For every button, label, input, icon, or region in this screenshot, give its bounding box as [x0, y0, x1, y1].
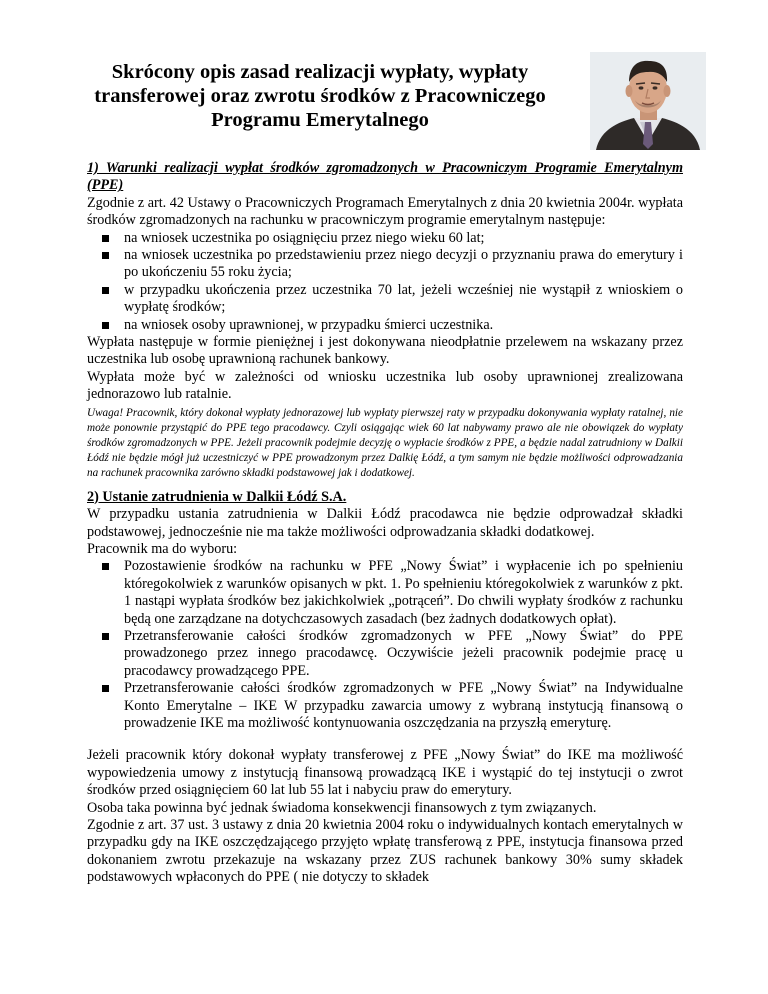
- portrait-image: [590, 52, 706, 150]
- list-item: Przetransferowanie całości środków zgromadzonych w PFE „Nowy Świat” na Indywidualne Konto Emerytalne – IKE W przypadku zawarcia umowy z wybraną instytucją finansową o prowadzenie IKE ma możliwość kontynuowania oszczędzania na przyszłą emeryturę.: [124, 680, 683, 731]
- list-item: w przypadku ukończenia przez uczestnika 70 lat, jeżeli wcześniej nie wystąpił z wnioskiem o wypłatę środków;: [124, 281, 683, 316]
- list-item: na wniosek osoby uprawnionej, w przypadku śmierci uczestnika.: [124, 317, 683, 334]
- section2-paragraph: Osoba taka powinna być jednak świadoma konsekwencji finansowych z tym związanych.: [87, 799, 597, 816]
- document-title: Skrócony opis zasad realizacji wypłaty, wypłaty transferowej oraz zwrotu środków z Pracowniczego Programu Emerytalnego: [94, 61, 546, 131]
- section1-paragraph: Wypłata może być w zależności od wniosku uczestnika lub osoby uprawnionej zrealizowana jednorazowo lub ratalnie.: [87, 368, 683, 403]
- section1-list: [87, 230, 683, 334]
- document-body: [87, 160, 683, 887]
- portrait-photo: [590, 52, 706, 150]
- section1-heading: 1) Warunki realizacji wypłat środków zgromadzonych w Pracowniczym Programie Emerytalnym (PPE): [87, 160, 683, 194]
- section2-paragraph: Jeżeli pracownik który dokonał wypłaty transferowej z PFE „Nowy Świat” do IKE ma możliwość wypowiedzenia umowy z instytucją finansową prowadzącą IKE i wystąpić do tej instytucji o zwrot środków przed osiągnięciem 60 lat lub 55 lat i nabyciu praw do emerytury.: [87, 747, 683, 799]
- section2-heading: 2) Ustanie zatrudnienia w Dalkii Łódź S.A.: [87, 488, 347, 505]
- section2-paragraph: W przypadku ustania zatrudnienia w Dalkii Łódź pracodawca nie będzie odprowadzał składki podstawowej, jednocześnie nie ma także możliwości odprowadzania składki dodatkowej.: [87, 506, 683, 540]
- list-item: Przetransferowanie całości środków zgromadzonych w PFE „Nowy Świat” do PPE prowadzonego przez innego pracodawcę. Oczywiście jeżeli pracownik podejmie pracę u pracodawcy prowadzącego PPE.: [124, 627, 683, 679]
- section2-paragraph: Pracownik ma do wyboru:: [87, 540, 238, 557]
- list-item: na wniosek uczestnika po przedstawieniu przez niego decyzji o przyznaniu prawa do emerytury i po ukończeniu 55 roku życia;: [124, 247, 683, 281]
- section2-paragraph: Zgodnie z art. 37 ust. 3 ustawy z dnia 20 kwietnia 2004 roku o indywidualnych kontach emerytalnych w przypadku gdy na IKE oszczędzającego przyjęto wpłatę transferową z PPE, instytucja finansowa przed dokonaniem zwrotu przekazuje na wskazany przez ZUS rachunek bankowy 30% sumy składek podstawowych wpłaconych do PPE ( nie dotyczy to składek: [87, 817, 683, 886]
- section1-intro: Zgodnie z art. 42 Ustawy o Pracowniczych Programach Emerytalnych z dnia 20 kwietnia 2004r. wypłata środków zgromadzonych na rachunku w pracowniczym programie emerytalnym następuje:: [87, 194, 683, 229]
- section1-note: Uwaga! Pracownik, który dokonał wypłaty jednorazowej lub wypłaty pierwszej raty w przypadku dokonywania wypłaty ratalnej, nie może ponownie przystąpić do PPE tego pracodawcy. Czyli osiągając wiek 60 lat nabywamy prawo ale nie obowiązek do wypłaty środków zgromadzonych w PPE. Jeżeli pracownik podejmie decyzję o wypłacie środków z PPE, a będzie nadal zatrudniony w Dalkii Łódź nie będzie mógł już uczestniczyć w PPE prowadzonym przez Dalkię Łódź, a tym samym nie będzie możliwości odprowadzania na rachunek pracownika zarówno składki podstawowej jak i dodatkowej.: [87, 406, 683, 479]
- section1-paragraph: Wypłata następuje w formie pieniężnej i jest dokonywana nieodpłatnie przelewem na wskazany przez uczestnika lub osobę uprawnioną rachunek bankowy.: [87, 334, 683, 368]
- section2-list: [87, 558, 683, 732]
- list-item: Pozostawienie środków na rachunku w PFE „Nowy Świat” i wypłacenie ich po spełnieniu któregokolwiek z warunków opisanych w pkt. 1. Po spełnieniu któregokolwiek z warunków z pkt. 1 nastąpi wypłata środków bez jakichkolwiek „potrąceń”. Do chwili wypłaty środków z rachunku będą one zarządzane na dotychczasowych zasadach (bez żadnych dodatkowych opłat).: [124, 558, 683, 627]
- list-item: na wniosek uczestnika po osiągnięciu przez niego wieku 60 lat;: [124, 230, 683, 247]
